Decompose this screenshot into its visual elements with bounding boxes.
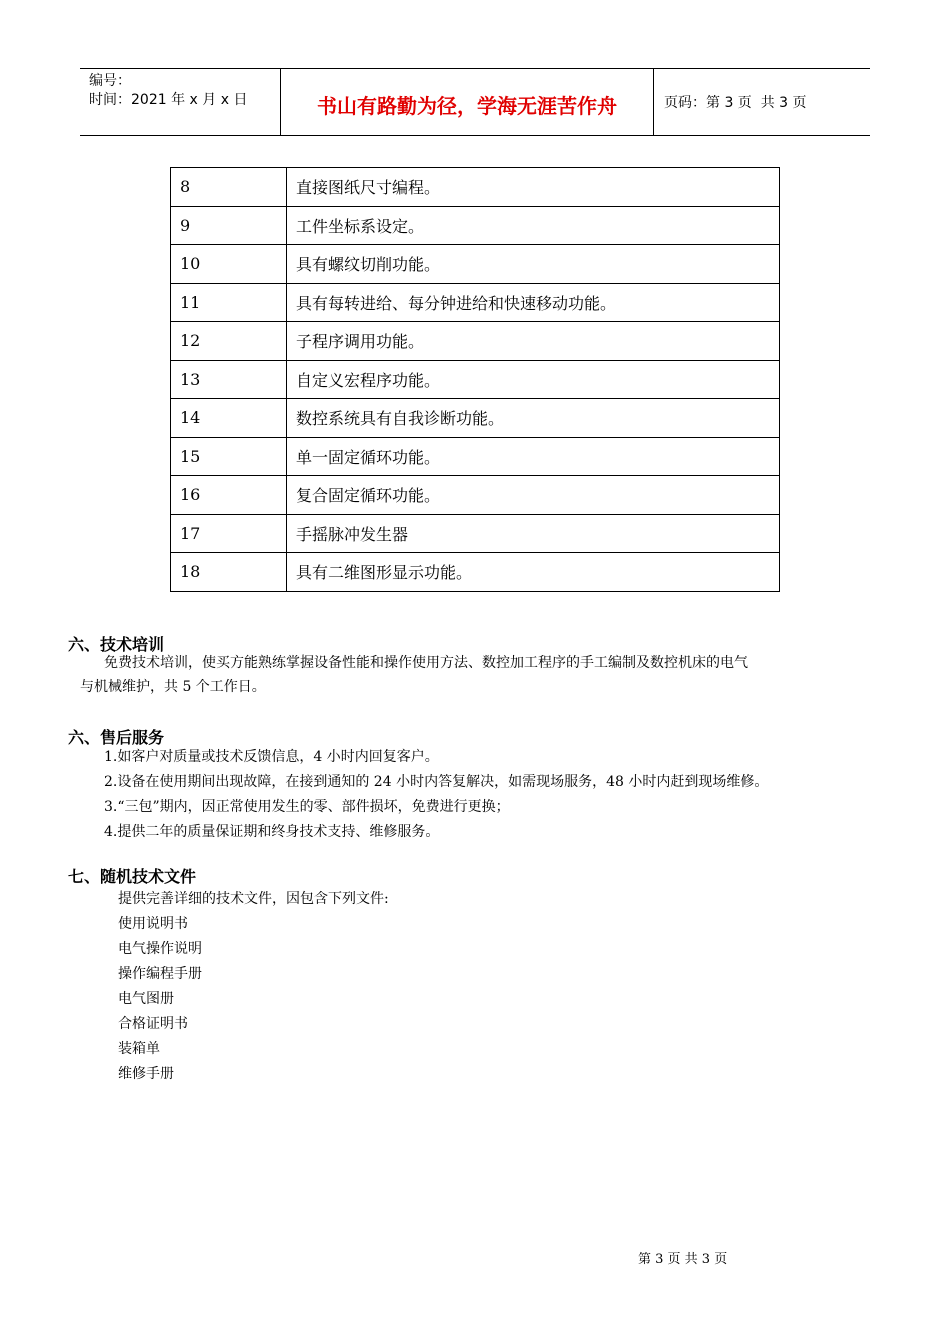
list-item: 电气操作说明 [118, 941, 202, 957]
documents-intro: 提供完善详细的技术文件，因包含下列文件: [118, 891, 389, 907]
row-number: 17 [171, 514, 287, 553]
row-number: 14 [171, 399, 287, 438]
list-item: 使用说明书 [118, 916, 188, 932]
documents-title: 七、随机技术文件 [68, 867, 197, 886]
list-item: 电气图册 [118, 991, 174, 1007]
row-number: 12 [171, 322, 287, 361]
row-feature: 具有螺纹切削功能。 [287, 245, 780, 284]
row-feature: 具有每转进给、每分钟进给和快速移动功能。 [287, 283, 780, 322]
row-feature: 数控系统具有自我诊断功能。 [287, 399, 780, 438]
training-line-2: 与机械维护，共 5 个工作日。 [80, 679, 266, 695]
page-footer: 第 3 页 共 3 页 [638, 1252, 728, 1267]
list-item: 合格证明书 [118, 1016, 188, 1032]
row-feature: 手摇脉冲发生器 [287, 514, 780, 553]
table-row [171, 206, 780, 245]
row-feature: 具有二维图形显示功能。 [287, 553, 780, 592]
header-page-info [654, 69, 870, 135]
header-info [80, 69, 281, 135]
document-number-label: 编号： [89, 73, 131, 89]
table-row [171, 360, 780, 399]
table-row [171, 514, 780, 553]
list-item: 操作编程手册 [118, 966, 202, 982]
row-feature: 自定义宏程序功能。 [287, 360, 780, 399]
documents-list [118, 912, 202, 1087]
row-number: 18 [171, 553, 287, 592]
document-date: 时间：2021 年 x 月 x 日 [89, 92, 248, 108]
row-number: 15 [171, 437, 287, 476]
after-sales-list [104, 745, 768, 845]
row-number: 9 [171, 206, 287, 245]
list-item: 2.设备在使用期间出现故障，在接到通知的 24 小时内答复解决，如需现场服务，48 小时内赶到现场维修。 [104, 774, 769, 790]
table-row [171, 553, 780, 592]
feature-table [170, 167, 780, 592]
table-row [171, 476, 780, 515]
list-item: 4.提供二年的质量保证期和终身技术支持、维修服务。 [104, 824, 440, 840]
row-feature: 工件坐标系设定。 [287, 206, 780, 245]
after-sales-title: 六、售后服务 [68, 728, 165, 747]
table-row [171, 245, 780, 284]
row-number: 16 [171, 476, 287, 515]
row-feature: 直接图纸尺寸编程。 [287, 168, 780, 207]
row-feature: 复合固定循环功能。 [287, 476, 780, 515]
row-feature: 单一固定循环功能。 [287, 437, 780, 476]
table-row [171, 322, 780, 361]
row-number: 10 [171, 245, 287, 284]
training-title: 六、技术培训 [68, 635, 165, 654]
list-item: 维修手册 [118, 1066, 174, 1082]
table-row [171, 168, 780, 207]
page-header [80, 68, 870, 136]
table-row [171, 399, 780, 438]
row-number: 13 [171, 360, 287, 399]
header-page-text: 页码：第 3 页 共 3 页 [664, 95, 807, 111]
table-row [171, 437, 780, 476]
list-item: 1.如客户对质量或技术反馈信息，4 小时内回复客户。 [104, 749, 439, 765]
table-row [171, 283, 780, 322]
training-line-1: 免费技术培训，使买方能熟练掌握设备性能和操作使用方法、数控加工程序的手工编制及数控机床的电气 [104, 655, 748, 671]
list-item: 装箱单 [118, 1041, 160, 1057]
header-motto: 书山有路勤为径，学海无涯苦作舟 [281, 69, 654, 135]
list-item: 3.“三包”期内，因正常使用发生的零、部件损坏，免费进行更换； [104, 799, 510, 815]
row-number: 11 [171, 283, 287, 322]
row-feature: 子程序调用功能。 [287, 322, 780, 361]
row-number: 8 [171, 168, 287, 207]
